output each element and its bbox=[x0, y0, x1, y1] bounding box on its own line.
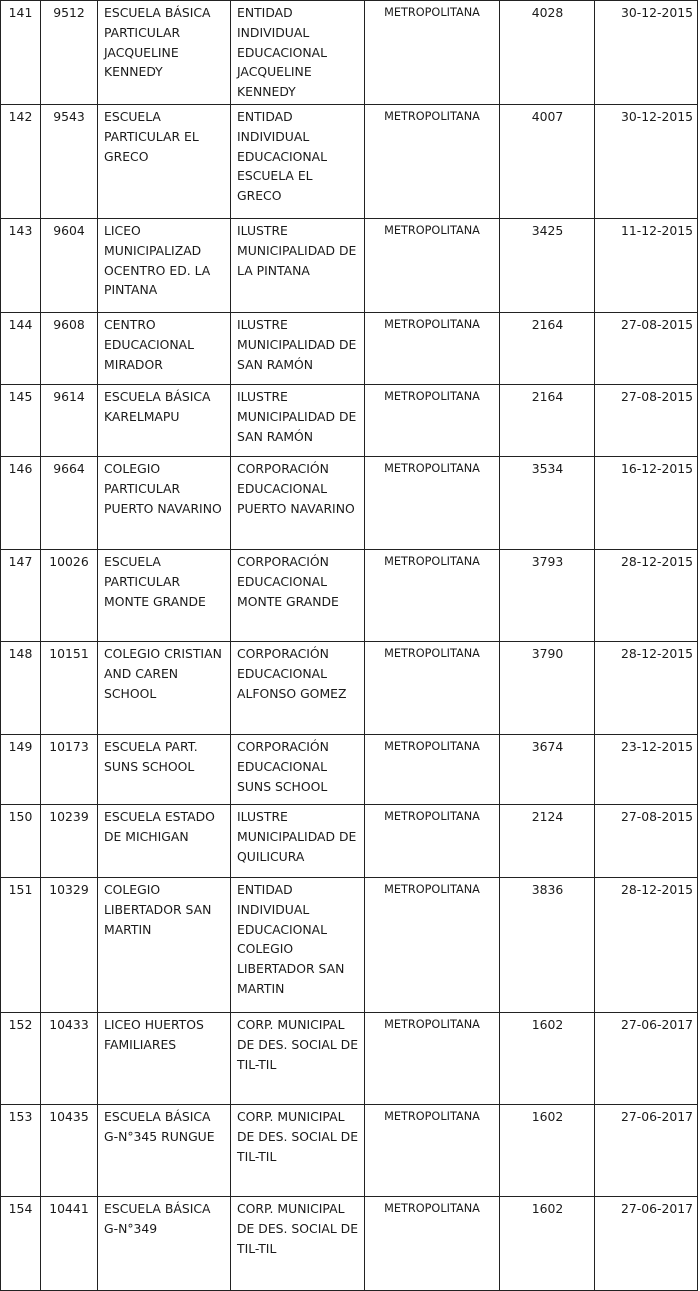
row-number: 154 bbox=[1, 1196, 41, 1290]
school-name: ESCUELA BÁSICA KARELMAPU bbox=[98, 384, 231, 456]
row-number: 146 bbox=[1, 456, 41, 549]
school-name: ESCUELA PART. SUNS SCHOOL bbox=[98, 734, 231, 804]
region: METROPOLITANA bbox=[365, 641, 500, 734]
school-name: ESCUELA ESTADO DE MICHIGAN bbox=[98, 804, 231, 877]
school-name: ESCUELA BÁSICA G-N°349 bbox=[98, 1196, 231, 1290]
table-row bbox=[1, 549, 698, 641]
resolution-number: 1602 bbox=[500, 1196, 595, 1290]
sostenedor: CORP. MUNICIPAL DE DES. SOCIAL DE TIL-TIL bbox=[231, 1104, 365, 1196]
region: METROPOLITANA bbox=[365, 734, 500, 804]
region: METROPOLITANA bbox=[365, 1196, 500, 1290]
resolution-number: 2164 bbox=[500, 384, 595, 456]
resolution-number: 3425 bbox=[500, 218, 595, 312]
table-row bbox=[1, 877, 698, 1012]
resolution-number: 3674 bbox=[500, 734, 595, 804]
sostenedor: ILUSTRE MUNICIPALIDAD DE LA PINTANA bbox=[231, 218, 365, 312]
region: METROPOLITANA bbox=[365, 1012, 500, 1104]
region: METROPOLITANA bbox=[365, 312, 500, 384]
resolution-number: 4028 bbox=[500, 1, 595, 105]
table-row bbox=[1, 104, 698, 218]
rbd-code: 9614 bbox=[41, 384, 98, 456]
school-name: ESCUELA PARTICULAR MONTE GRANDE bbox=[98, 549, 231, 641]
table-row bbox=[1, 312, 698, 384]
school-name: COLEGIO CRISTIAN AND CAREN SCHOOL bbox=[98, 641, 231, 734]
resolution-date: 23-12-2015 bbox=[595, 734, 698, 804]
sostenedor: ILUSTRE MUNICIPALIDAD DE SAN RAMÓN bbox=[231, 384, 365, 456]
school-name: LICEO MUNICIPALIZAD OCENTRO ED. LA PINTANA bbox=[98, 218, 231, 312]
sostenedor: ILUSTRE MUNICIPALIDAD DE SAN RAMÓN bbox=[231, 312, 365, 384]
sostenedor: CORPORACIÓN EDUCACIONAL ALFONSO GOMEZ bbox=[231, 641, 365, 734]
resolution-number: 1602 bbox=[500, 1104, 595, 1196]
resolution-number: 3836 bbox=[500, 877, 595, 1012]
rbd-code: 9512 bbox=[41, 1, 98, 105]
table-row bbox=[1, 734, 698, 804]
school-name: ESCUELA BÁSICA G-N°345 RUNGUE bbox=[98, 1104, 231, 1196]
table-row bbox=[1, 384, 698, 456]
table-row bbox=[1, 641, 698, 734]
sostenedor: CORPORACIÓN EDUCACIONAL MONTE GRANDE bbox=[231, 549, 365, 641]
rbd-code: 10239 bbox=[41, 804, 98, 877]
sostenedor: ENTIDAD INDIVIDUAL EDUCACIONAL JACQUELINE KENNEDY bbox=[231, 1, 365, 105]
table-row bbox=[1, 1012, 698, 1104]
resolution-number: 1602 bbox=[500, 1012, 595, 1104]
rbd-code: 10329 bbox=[41, 877, 98, 1012]
region: METROPOLITANA bbox=[365, 1104, 500, 1196]
school-name: COLEGIO LIBERTADOR SAN MARTIN bbox=[98, 877, 231, 1012]
rbd-code: 10173 bbox=[41, 734, 98, 804]
region: METROPOLITANA bbox=[365, 218, 500, 312]
row-number: 152 bbox=[1, 1012, 41, 1104]
row-number: 151 bbox=[1, 877, 41, 1012]
rbd-code: 9543 bbox=[41, 104, 98, 218]
resolution-date: 30-12-2015 bbox=[595, 1, 698, 105]
sostenedor: CORP. MUNICIPAL DE DES. SOCIAL DE TIL-TIL bbox=[231, 1012, 365, 1104]
rbd-code: 9604 bbox=[41, 218, 98, 312]
sostenedor: CORPORACIÓN EDUCACIONAL PUERTO NAVARINO bbox=[231, 456, 365, 549]
region: METROPOLITANA bbox=[365, 1, 500, 105]
row-number: 149 bbox=[1, 734, 41, 804]
row-number: 148 bbox=[1, 641, 41, 734]
resolution-date: 27-08-2015 bbox=[595, 312, 698, 384]
region: METROPOLITANA bbox=[365, 549, 500, 641]
table-row bbox=[1, 218, 698, 312]
resolution-date: 11-12-2015 bbox=[595, 218, 698, 312]
row-number: 141 bbox=[1, 1, 41, 105]
table-row bbox=[1, 1104, 698, 1196]
resolution-date: 27-06-2017 bbox=[595, 1196, 698, 1290]
row-number: 153 bbox=[1, 1104, 41, 1196]
row-number: 143 bbox=[1, 218, 41, 312]
row-number: 147 bbox=[1, 549, 41, 641]
sostenedor: CORPORACIÓN EDUCACIONAL SUNS SCHOOL bbox=[231, 734, 365, 804]
table-row bbox=[1, 1196, 698, 1290]
school-name: ESCUELA BÁSICA PARTICULAR JACQUELINE KENNEDY bbox=[98, 1, 231, 105]
row-number: 145 bbox=[1, 384, 41, 456]
resolution-number: 3793 bbox=[500, 549, 595, 641]
resolution-date: 16-12-2015 bbox=[595, 456, 698, 549]
resolution-number: 3534 bbox=[500, 456, 595, 549]
resolution-date: 27-06-2017 bbox=[595, 1104, 698, 1196]
rbd-code: 10026 bbox=[41, 549, 98, 641]
resolution-date: 30-12-2015 bbox=[595, 104, 698, 218]
resolution-date: 28-12-2015 bbox=[595, 641, 698, 734]
rbd-code: 10433 bbox=[41, 1012, 98, 1104]
rbd-code: 10435 bbox=[41, 1104, 98, 1196]
resolution-date: 27-08-2015 bbox=[595, 804, 698, 877]
sostenedor: ENTIDAD INDIVIDUAL EDUCACIONAL COLEGIO LIBERTADOR SAN MARTIN bbox=[231, 877, 365, 1012]
resolution-number: 4007 bbox=[500, 104, 595, 218]
school-name: CENTRO EDUCACIONAL MIRADOR bbox=[98, 312, 231, 384]
resolution-date: 27-08-2015 bbox=[595, 384, 698, 456]
sostenedor: ILUSTRE MUNICIPALIDAD DE QUILICURA bbox=[231, 804, 365, 877]
resolution-number: 2164 bbox=[500, 312, 595, 384]
sostenedor: ENTIDAD INDIVIDUAL EDUCACIONAL ESCUELA EL GRECO bbox=[231, 104, 365, 218]
row-number: 142 bbox=[1, 104, 41, 218]
region: METROPOLITANA bbox=[365, 804, 500, 877]
table-row bbox=[1, 1, 698, 105]
rbd-code: 9664 bbox=[41, 456, 98, 549]
resolution-date: 28-12-2015 bbox=[595, 549, 698, 641]
row-number: 144 bbox=[1, 312, 41, 384]
region: METROPOLITANA bbox=[365, 877, 500, 1012]
school-name: ESCUELA PARTICULAR EL GRECO bbox=[98, 104, 231, 218]
table-body bbox=[1, 1, 698, 1291]
resolution-number: 3790 bbox=[500, 641, 595, 734]
region: METROPOLITANA bbox=[365, 384, 500, 456]
rbd-code: 10441 bbox=[41, 1196, 98, 1290]
resolution-date: 28-12-2015 bbox=[595, 877, 698, 1012]
resolution-date: 27-06-2017 bbox=[595, 1012, 698, 1104]
region: METROPOLITANA bbox=[365, 456, 500, 549]
row-number: 150 bbox=[1, 804, 41, 877]
school-name: LICEO HUERTOS FAMILIARES bbox=[98, 1012, 231, 1104]
region: METROPOLITANA bbox=[365, 104, 500, 218]
sostenedor: CORP. MUNICIPAL DE DES. SOCIAL DE TIL-TIL bbox=[231, 1196, 365, 1290]
rbd-code: 10151 bbox=[41, 641, 98, 734]
school-name: COLEGIO PARTICULAR PUERTO NAVARINO bbox=[98, 456, 231, 549]
table-row bbox=[1, 456, 698, 549]
rbd-code: 9608 bbox=[41, 312, 98, 384]
resolution-number: 2124 bbox=[500, 804, 595, 877]
table-row bbox=[1, 804, 698, 877]
